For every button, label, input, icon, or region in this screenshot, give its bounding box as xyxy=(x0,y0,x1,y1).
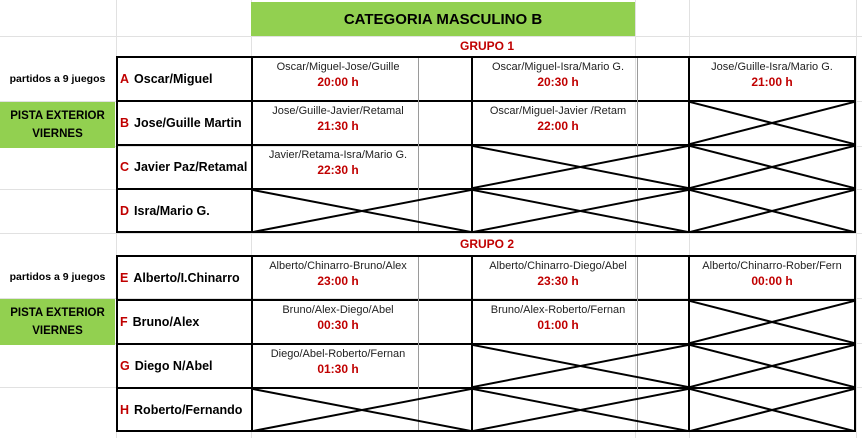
match-cell[interactable] xyxy=(690,257,854,299)
team-row[interactable] xyxy=(118,190,251,232)
team-row[interactable] xyxy=(118,345,251,387)
match-players: Alberto/Chinarro-Bruno/Alex xyxy=(269,260,407,272)
empty-slot-cross xyxy=(690,345,854,387)
match-cell[interactable] xyxy=(253,257,423,299)
match-players: Alberto/Chinarro-Rober/Fern xyxy=(702,260,842,272)
team-letter: A xyxy=(120,72,130,86)
group-title: GRUPO 1 xyxy=(459,39,514,53)
match-players: Diego/Abel-Roberto/Fernan xyxy=(270,348,406,360)
team-name: Diego N/Abel xyxy=(134,359,213,373)
match-cell[interactable] xyxy=(473,58,643,100)
venue-day: VIERNES xyxy=(32,128,83,140)
empty-slot-cross xyxy=(473,345,688,387)
match-players: Jose/Guille-Isra/Mario G. xyxy=(711,61,833,73)
empty-slot-cross xyxy=(690,102,854,144)
match-players: Bruno/Alex-Diego/Abel xyxy=(282,304,394,316)
match-cell[interactable] xyxy=(253,345,423,387)
match-players: Bruno/Alex-Roberto/Fernan xyxy=(490,304,626,316)
team-name: Roberto/Fernando xyxy=(134,403,243,417)
empty-slot-cross xyxy=(690,389,854,431)
team-letter: B xyxy=(120,116,130,130)
sheet-gridline xyxy=(856,0,857,438)
match-cell[interactable] xyxy=(253,58,423,100)
venue-line: PISTA EXTERIOR xyxy=(10,110,105,122)
team-letter: H xyxy=(120,403,130,417)
match-players: Jose/Guille-Javier/Retamal xyxy=(272,105,404,117)
match-players: Javier/Retama-Isra/Mario G. xyxy=(268,149,408,161)
team-row[interactable] xyxy=(118,389,251,431)
match-time: 21:00 h xyxy=(751,75,793,89)
empty-slot-cross xyxy=(690,301,854,343)
format-note: partidos a 9 juegos xyxy=(9,271,106,283)
match-time: 00:30 h xyxy=(317,318,359,332)
team-letter: C xyxy=(120,160,130,174)
match-time: 21:30 h xyxy=(317,119,359,133)
empty-slot-cross xyxy=(690,146,854,188)
format-note: partidos a 9 juegos xyxy=(9,73,106,85)
empty-slot-cross xyxy=(473,389,688,431)
match-players: Alberto/Chinarro-Diego/Abel xyxy=(489,260,627,272)
match-cell[interactable] xyxy=(253,301,423,343)
match-cell[interactable] xyxy=(253,146,423,188)
match-cell[interactable] xyxy=(690,58,854,100)
match-time: 23:30 h xyxy=(537,274,579,288)
match-cell[interactable] xyxy=(473,301,643,343)
match-time: 01:30 h xyxy=(317,362,359,376)
team-letter: G xyxy=(120,359,130,373)
match-time: 22:00 h xyxy=(537,119,579,133)
empty-slot-cross xyxy=(473,146,688,188)
empty-slot-cross xyxy=(253,389,471,431)
venue-label xyxy=(0,102,115,148)
match-time: 00:00 h xyxy=(751,274,793,288)
group-grid xyxy=(116,56,856,233)
team-row[interactable] xyxy=(118,102,251,144)
category-title[interactable]: CATEGORIA MASCULINO B xyxy=(251,2,635,36)
venue-day: VIERNES xyxy=(32,325,83,337)
team-name: Isra/Mario G. xyxy=(134,204,210,218)
group-grid xyxy=(116,255,856,432)
match-time: 23:00 h xyxy=(317,274,359,288)
team-letter: D xyxy=(120,204,130,218)
group-title: GRUPO 2 xyxy=(459,237,514,251)
team-name: Alberto/I.Chinarro xyxy=(133,271,240,285)
team-name: Jose/Guille Martin xyxy=(134,116,242,130)
match-cell[interactable] xyxy=(473,257,643,299)
team-letter: F xyxy=(120,315,128,329)
venue-label xyxy=(0,299,115,345)
team-letter: E xyxy=(120,271,129,285)
match-time: 22:30 h xyxy=(317,163,359,177)
sheet-gridline xyxy=(0,233,862,234)
team-row[interactable] xyxy=(118,58,251,100)
team-row[interactable] xyxy=(118,257,251,299)
venue-line: PISTA EXTERIOR xyxy=(10,307,105,319)
team-name: Javier Paz/Retamal xyxy=(134,160,248,174)
empty-slot-cross xyxy=(690,190,854,232)
team-name: Bruno/Alex xyxy=(132,315,200,329)
match-cell[interactable] xyxy=(473,102,643,144)
sheet-gridline xyxy=(0,36,862,37)
team-name: Oscar/Miguel xyxy=(134,72,213,86)
team-row[interactable] xyxy=(118,146,251,188)
match-time: 01:00 h xyxy=(537,318,579,332)
match-players: Oscar/Miguel-Isra/Mario G. xyxy=(491,61,625,73)
match-time: 20:00 h xyxy=(317,75,359,89)
empty-slot-cross xyxy=(473,190,688,232)
empty-slot-cross xyxy=(253,190,471,232)
match-players: Oscar/Miguel-Jose/Guille xyxy=(276,61,400,73)
match-players: Oscar/Miguel-Javier /Retam xyxy=(489,105,627,117)
match-time: 20:30 h xyxy=(537,75,579,89)
team-row[interactable] xyxy=(118,301,251,343)
match-cell[interactable] xyxy=(253,102,423,144)
